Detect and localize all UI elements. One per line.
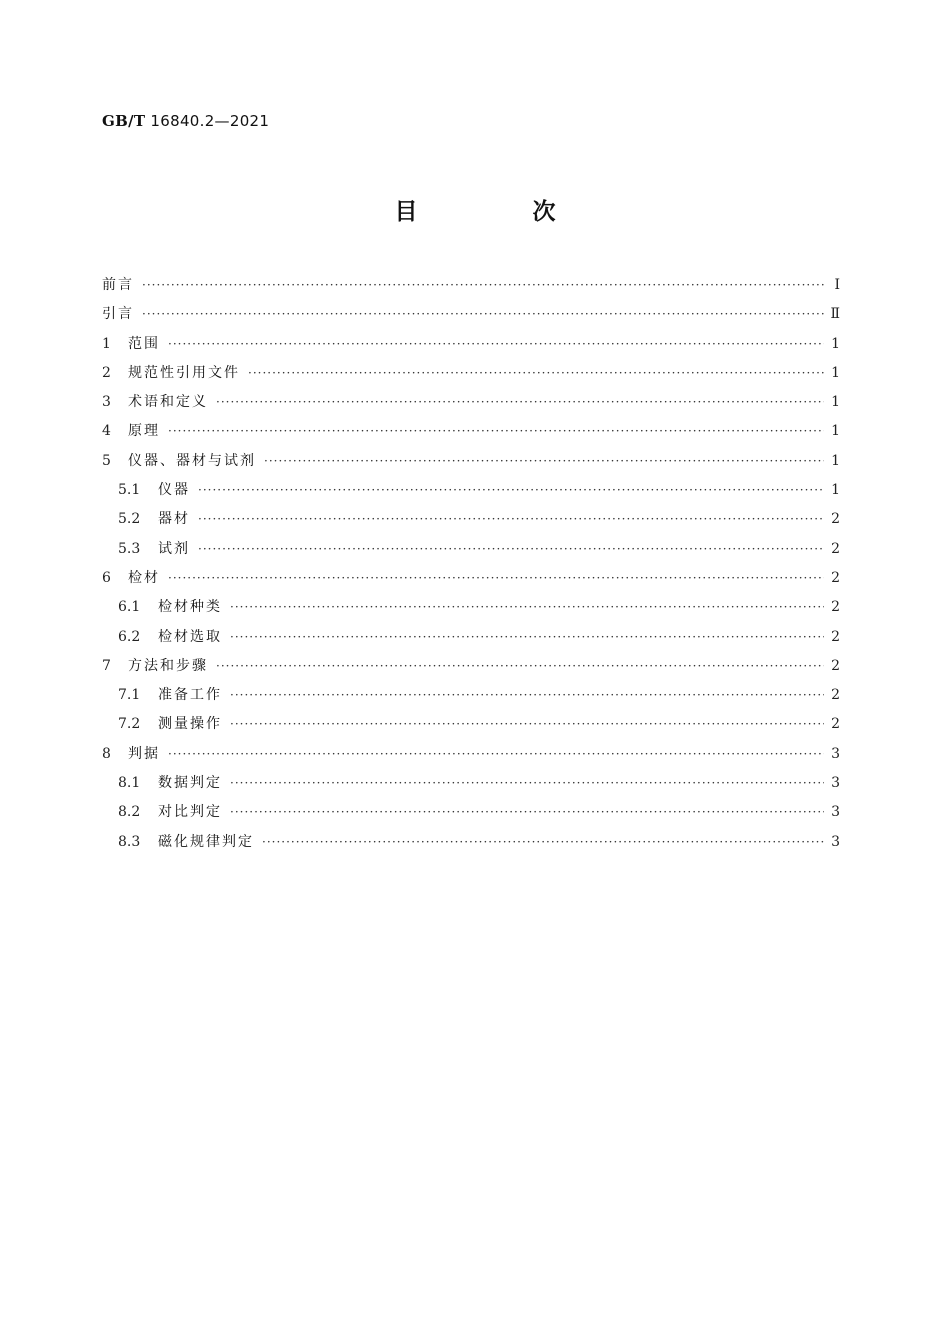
toc-entry[interactable] xyxy=(102,769,840,798)
toc-leader-dots xyxy=(168,740,824,769)
toc-entry[interactable] xyxy=(102,535,840,564)
toc-entry-label: 判据 xyxy=(128,745,160,762)
toc-entry-number: 6.1 xyxy=(118,599,141,616)
toc-leader-dots xyxy=(198,505,824,534)
toc-leader-dots xyxy=(230,681,824,710)
toc-entry-number: 5.2 xyxy=(118,511,141,528)
toc-entry[interactable] xyxy=(102,798,840,827)
toc-entry-page: 2 xyxy=(831,511,840,528)
toc-entry[interactable] xyxy=(102,593,840,622)
toc-entry-page: 2 xyxy=(831,540,840,557)
toc-leader-dots xyxy=(142,300,824,329)
toc-entry-label: 对比判定 xyxy=(158,804,222,821)
toc-entry-page: 1 xyxy=(831,364,840,381)
toc-entry-label: 术语和定义 xyxy=(128,394,208,411)
toc-entry[interactable] xyxy=(102,740,840,769)
toc-entry[interactable] xyxy=(102,300,840,329)
toc-entry[interactable] xyxy=(102,505,840,534)
toc-entry-number: 7.2 xyxy=(118,716,141,733)
toc-entry[interactable] xyxy=(102,447,840,476)
standard-prefix: GB/T xyxy=(102,112,146,130)
toc-entry[interactable] xyxy=(102,359,840,388)
toc-entry-number: 4 xyxy=(102,423,111,440)
toc-entry-number: 2 xyxy=(102,364,111,381)
toc-entry-page: 3 xyxy=(831,775,840,792)
toc-entry[interactable] xyxy=(102,271,840,300)
toc-leader-dots xyxy=(230,769,824,798)
toc-entry-page: 1 xyxy=(831,394,840,411)
toc-entry[interactable] xyxy=(102,564,840,593)
toc-entry-number: 1 xyxy=(102,335,111,352)
toc-leader-dots xyxy=(168,564,824,593)
toc-entry-page: 2 xyxy=(831,716,840,733)
toc-entry-page: Ⅱ xyxy=(830,306,840,323)
toc-entry-page: 2 xyxy=(831,599,840,616)
toc-leader-dots xyxy=(230,798,824,827)
toc-entry-number: 5.1 xyxy=(118,482,141,499)
toc-entry-label: 方法和步骤 xyxy=(128,657,208,674)
toc-entry[interactable] xyxy=(102,417,840,446)
toc-entry[interactable] xyxy=(102,623,840,652)
toc-entry-page: 1 xyxy=(831,335,840,352)
standard-number: 16840.2—2021 xyxy=(150,112,270,130)
toc-entry-number: 7.1 xyxy=(118,687,141,704)
toc-entry-page: 3 xyxy=(831,833,840,850)
toc-entry-label: 仪器、器材与试剂 xyxy=(128,452,256,469)
toc-entry-label: 前言 xyxy=(102,277,134,293)
toc-entry-number: 7 xyxy=(102,657,111,674)
toc-entry-label: 准备工作 xyxy=(158,687,222,704)
toc-entry-label: 数据判定 xyxy=(158,775,222,792)
toc-entry-label: 器材 xyxy=(158,511,190,528)
toc-leader-dots xyxy=(262,828,824,857)
toc-entry-label: 测量操作 xyxy=(158,716,222,733)
toc-entry-page: 1 xyxy=(831,423,840,440)
toc-leader-dots xyxy=(230,710,824,739)
toc-entry-label: 检材种类 xyxy=(158,599,222,616)
toc-entry-number: 8 xyxy=(102,745,111,762)
toc-entry-page: 2 xyxy=(831,657,840,674)
toc-leader-dots xyxy=(198,476,824,505)
toc-entry-number: 8.1 xyxy=(118,775,141,792)
toc-entry-label: 原理 xyxy=(128,423,160,440)
toc-leader-dots xyxy=(230,623,824,652)
toc-entry-number: 3 xyxy=(102,394,111,411)
toc-entry-number: 8.2 xyxy=(118,804,141,821)
document-code xyxy=(102,112,269,130)
toc-entry-label: 引言 xyxy=(102,306,134,323)
toc-title: 目 次 xyxy=(394,199,602,225)
toc-entry-page: 3 xyxy=(831,745,840,762)
toc-entry-label: 试剂 xyxy=(158,540,190,557)
toc-entry-number: 6.2 xyxy=(118,628,141,645)
toc-entry-page: 2 xyxy=(831,628,840,645)
toc-entry-page: 1 xyxy=(831,452,840,469)
toc-entry-label: 检材 xyxy=(128,569,160,586)
toc-entry-number: 8.3 xyxy=(118,833,141,850)
toc-entry[interactable] xyxy=(102,681,840,710)
toc-leader-dots xyxy=(230,593,824,622)
toc-entry-label: 磁化规律判定 xyxy=(158,833,254,850)
toc-entry-page: 2 xyxy=(831,687,840,704)
toc-entry[interactable] xyxy=(102,388,840,417)
table-of-contents xyxy=(102,271,840,857)
toc-entry[interactable] xyxy=(102,476,840,505)
toc-entry-page: Ⅰ xyxy=(834,277,840,293)
toc-entry-label: 检材选取 xyxy=(158,628,222,645)
toc-entry-label: 范围 xyxy=(128,335,160,352)
toc-leader-dots xyxy=(168,330,824,359)
toc-entry-number: 5.3 xyxy=(118,540,141,557)
toc-entry[interactable] xyxy=(102,330,840,359)
toc-leader-dots xyxy=(168,417,824,446)
toc-entry[interactable] xyxy=(102,710,840,739)
toc-entry[interactable] xyxy=(102,652,840,681)
toc-leader-dots xyxy=(248,359,824,388)
toc-entry-label: 仪器 xyxy=(158,482,190,499)
toc-entry-number: 6 xyxy=(102,569,111,586)
toc-entry-page: 1 xyxy=(831,482,840,499)
toc-entry-number: 5 xyxy=(102,452,111,469)
toc-entry-page: 2 xyxy=(831,569,840,586)
toc-leader-dots xyxy=(216,388,824,417)
toc-leader-dots xyxy=(216,652,824,681)
toc-entry-page: 3 xyxy=(831,804,840,821)
toc-entry[interactable] xyxy=(102,828,840,857)
toc-leader-dots xyxy=(142,271,824,300)
toc-leader-dots xyxy=(264,447,824,476)
toc-entry-label: 规范性引用文件 xyxy=(128,364,240,381)
toc-leader-dots xyxy=(198,535,824,564)
